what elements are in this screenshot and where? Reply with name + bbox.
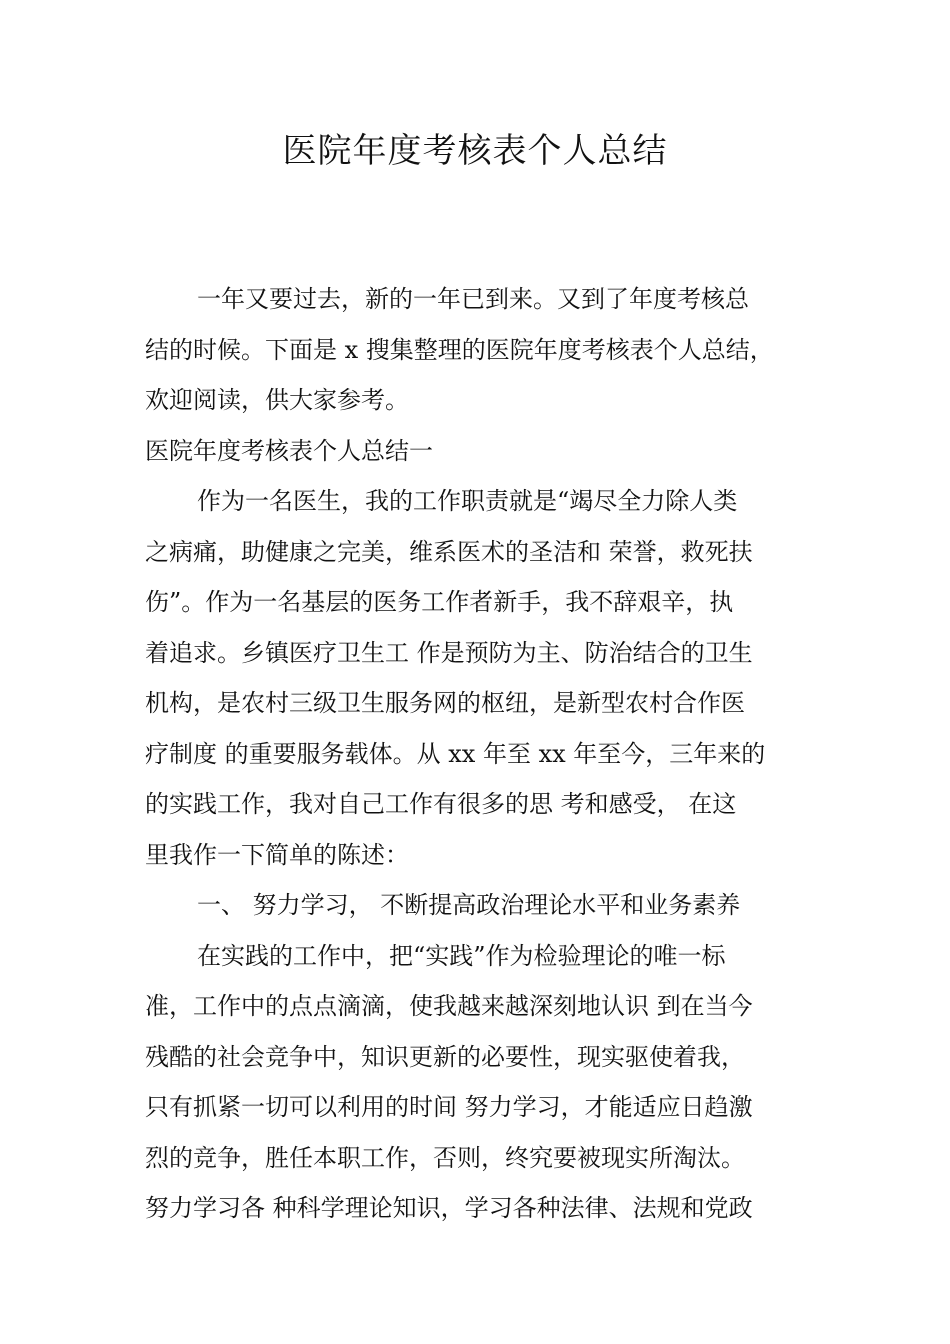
paragraph-line: 只有抓紧一切可以利用的时间 努力学习，才能适应日趋激 bbox=[145, 1093, 753, 1121]
paragraph-line: 结的时候。下面是 x 搜集整理的医院年度考核表个人总结， bbox=[145, 335, 774, 364]
paragraph-line: 烈的竞争，胜任本职工作，否则，终究要被现实所淘汰。 bbox=[145, 1143, 745, 1172]
section-heading: 医院年度考核表个人总结一 bbox=[145, 436, 433, 465]
paragraph-line: 的实践工作，我对自己工作有很多的思 考和感受， 在这 bbox=[145, 790, 737, 818]
paragraph-line: 机构，是农村三级卫生服务网的枢纽，是新型农村合作医 bbox=[145, 689, 745, 717]
paragraph-line: 残酷的社会竞争中，知识更新的必要性，现实驱使着我， bbox=[145, 1042, 745, 1071]
paragraph-line: 伤”。作为一名基层的医务工作者新手，我不辞艰辛，执 bbox=[145, 588, 734, 616]
paragraph-line: 疗制度 的重要服务载体。从 xx 年至 xx 年至今，三年来的 bbox=[145, 739, 766, 768]
paragraph-line: 一年又要过去，新的一年已到来。又到了年度考核总 bbox=[197, 285, 749, 313]
paragraph-line: 努力学习各 种科学理论知识，学习各种法律、法规和党政 bbox=[145, 1194, 753, 1222]
paragraph-line: 之病痛，助健康之完美，维系医术的圣洁和 荣誉，救死扶 bbox=[145, 537, 753, 566]
paragraph-line: 里我作一下简单的陈述： bbox=[145, 840, 409, 869]
paragraph-line: 在实践的工作中，把“实践”作为检验理论的唯一标 bbox=[197, 941, 726, 970]
paragraph-line: 着追求。乡镇医疗卫生工 作是预防为主、防治结合的卫生 bbox=[145, 638, 753, 667]
document-title: 医院年度考核表个人总结 bbox=[282, 131, 668, 171]
paragraph-line: 准，工作中的点点滴滴，使我越来越深刻地认识 到在当今 bbox=[145, 992, 753, 1020]
paragraph-line: 作为一名医生，我的工作职责就是“竭尽全力除人类 bbox=[197, 487, 738, 515]
document-body bbox=[145, 274, 807, 1234]
paragraph-line: 欢迎阅读，供大家参考。 bbox=[145, 386, 409, 414]
subsection-heading: 一、 努力学习， 不断提高政治理论水平和业务素养 bbox=[197, 891, 741, 919]
